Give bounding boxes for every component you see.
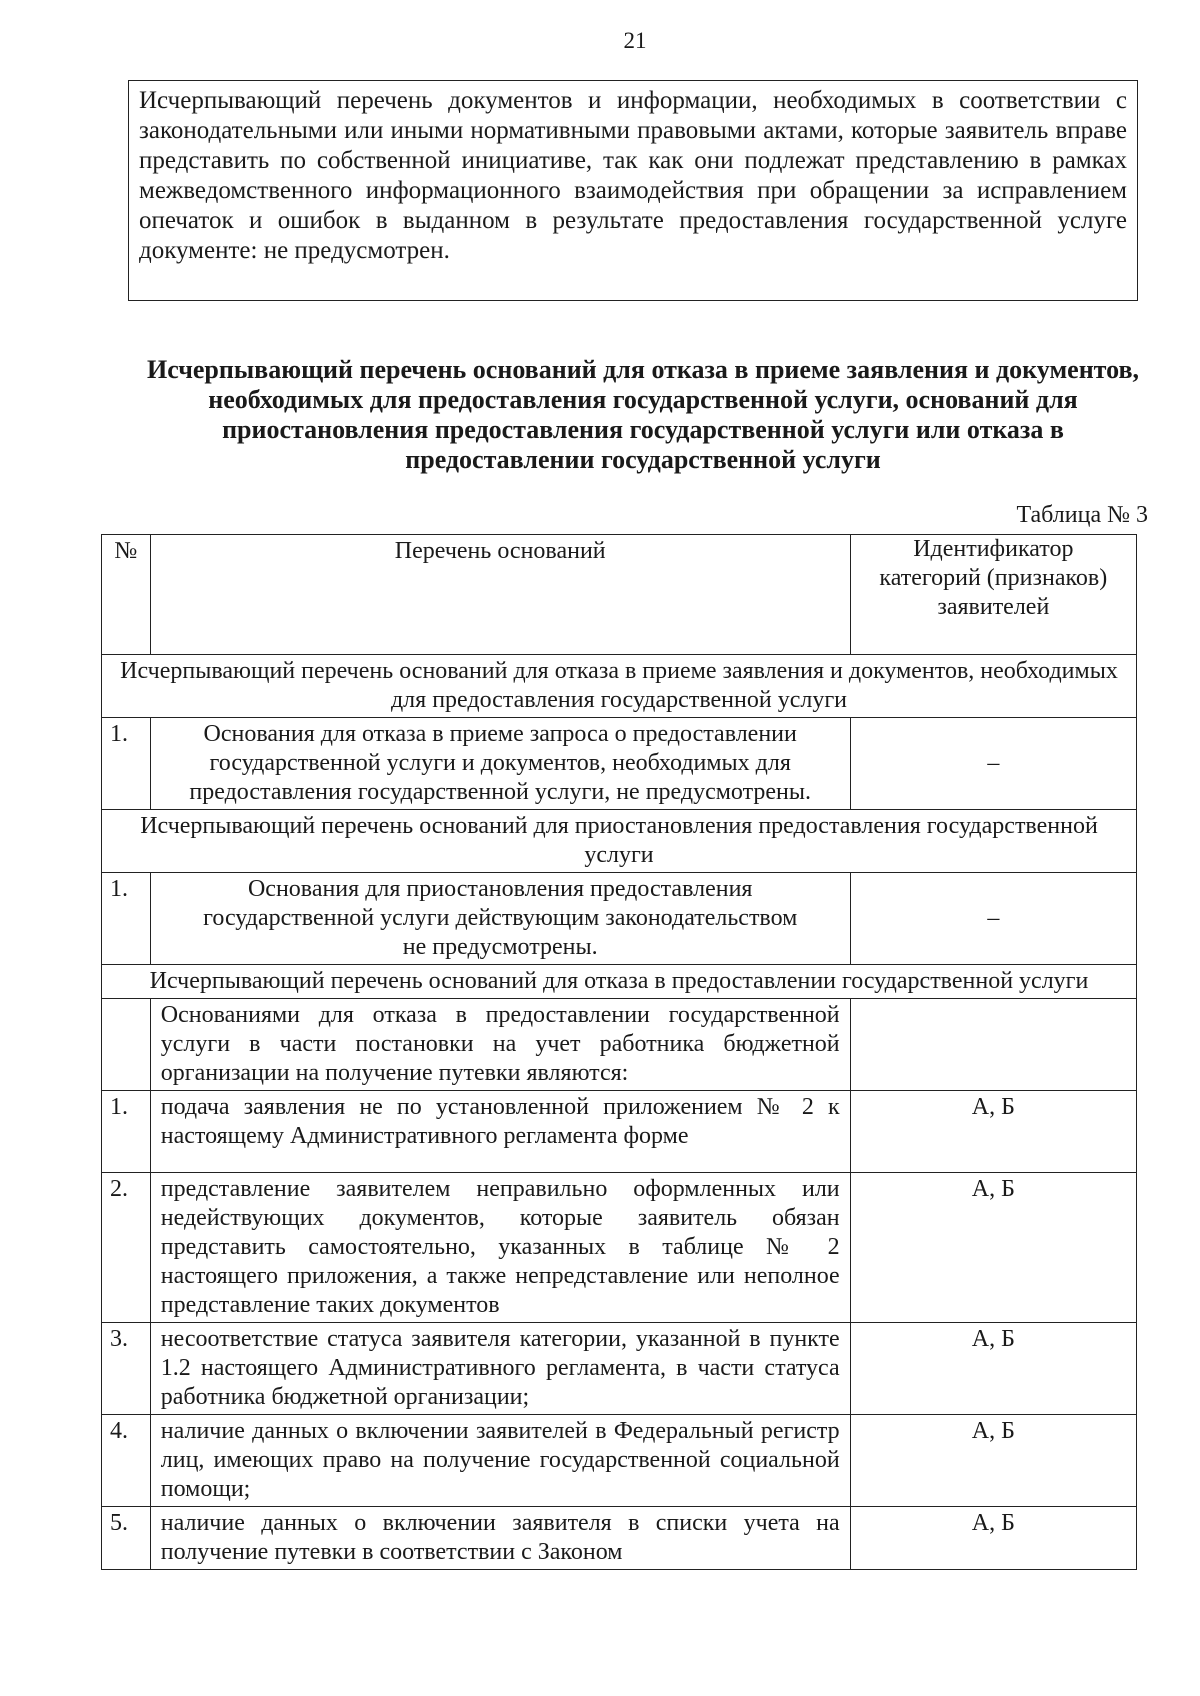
section-heading: Исчерпывающий перечень оснований для отказа в приеме заявления и документов, необходимых для предоставления государственной услуги, оснований для приостановления предоставления государственной услуги или отказа в предоставлении государственной услуги xyxy=(146,355,1139,474)
table-row xyxy=(102,1173,1137,1323)
section-title-3: Исчерпывающий перечень оснований для отказа в предоставлении государственной услуги xyxy=(102,965,1137,999)
table-row xyxy=(102,1507,1137,1570)
row-text: Основания для отказа в приеме запроса о предоставлении государственной услуги и документов, необходимых для предоставления государственной услуги, не предусмотрены. xyxy=(150,718,850,810)
row-text: наличие данных о включении заявителей в Федеральный регистр лиц, имеющих право на получение государственной социальной помощи; xyxy=(150,1415,850,1507)
row-number: 4. xyxy=(102,1415,151,1507)
section-title-1: Исчерпывающий перечень оснований для отказа в приеме заявления и документов, необходимых для предоставления государственной услуги xyxy=(102,655,1137,718)
section-row-2 xyxy=(102,810,1137,873)
row-identifier: – xyxy=(850,873,1136,965)
row-text: наличие данных о включении заявителя в списки учета на получение путевки в соответствии с Законом xyxy=(150,1507,850,1570)
row-text: несоответствие статуса заявителя категории, указанной в пункте 1.2 настоящего Административного регламента, в части статуса работника бюджетной организации; xyxy=(150,1323,850,1415)
row-number-empty xyxy=(102,999,151,1091)
row-identifier: А, Б xyxy=(850,1415,1136,1507)
page-number: 21 xyxy=(623,28,647,53)
row-identifier-empty xyxy=(850,999,1136,1091)
table-row xyxy=(102,1091,1137,1173)
section-row-1 xyxy=(102,655,1137,718)
grounds-table xyxy=(101,534,1137,1570)
row-number: 5. xyxy=(102,1507,151,1570)
row-identifier: А, Б xyxy=(850,1507,1136,1570)
intro-text-box: Исчерпывающий перечень документов и информации, необходимых в соответствии с законодательными или иными нормативными правовыми актами, которые заявитель вправе представить по собственной инициативе, так как они подлежат представлению в рамках межведомственного информационного взаимодействия при обращении за исправлением опечаток и ошибок в выданном в результате предоставления государственной услуге документе: не предусмотрен. xyxy=(128,80,1138,301)
header-identifier: Идентификатор категорий (признаков) заявителей xyxy=(850,535,1136,655)
section-row-3 xyxy=(102,965,1137,999)
table-header-row xyxy=(102,535,1137,655)
section-title-2: Исчерпывающий перечень оснований для приостановления предоставления государственной услуги xyxy=(102,810,1137,873)
row-number: 2. xyxy=(102,1173,151,1323)
row-identifier: А, Б xyxy=(850,1323,1136,1415)
row-number: 3. xyxy=(102,1323,151,1415)
table-row xyxy=(102,1415,1137,1507)
header-basis: Перечень оснований xyxy=(150,535,850,655)
table-label: Таблица № 3 xyxy=(1016,502,1148,528)
table-row xyxy=(102,1323,1137,1415)
row-identifier: – xyxy=(850,718,1136,810)
row-text: представление заявителем неправильно оформленных или недействующих документов, которые заявитель обязан представить самостоятельно, указанных в таблице № 2 настоящего приложения, а также непредставление или неполное представление таких документов xyxy=(150,1173,850,1323)
row-text: подача заявления не по установленной приложением № 2 к настоящему Административного регламента форме xyxy=(150,1091,850,1173)
row-number: 1. xyxy=(102,718,151,810)
row-identifier: А, Б xyxy=(850,1173,1136,1323)
row-number: 1. xyxy=(102,873,151,965)
row-number: 1. xyxy=(102,1091,151,1173)
row-identifier: А, Б xyxy=(850,1091,1136,1173)
row-text: Основания для приостановления предоставления государственной услуги действующим законодательством не предусмотрены. xyxy=(150,873,850,965)
section3-intro: Основаниями для отказа в предоставлении государственной услуги в части постановки на учет работника бюджетной организации на получение путевки являются: xyxy=(150,999,850,1091)
table-row xyxy=(102,999,1137,1091)
table-row xyxy=(102,718,1137,810)
header-num: № xyxy=(102,535,151,655)
table-row xyxy=(102,873,1137,965)
